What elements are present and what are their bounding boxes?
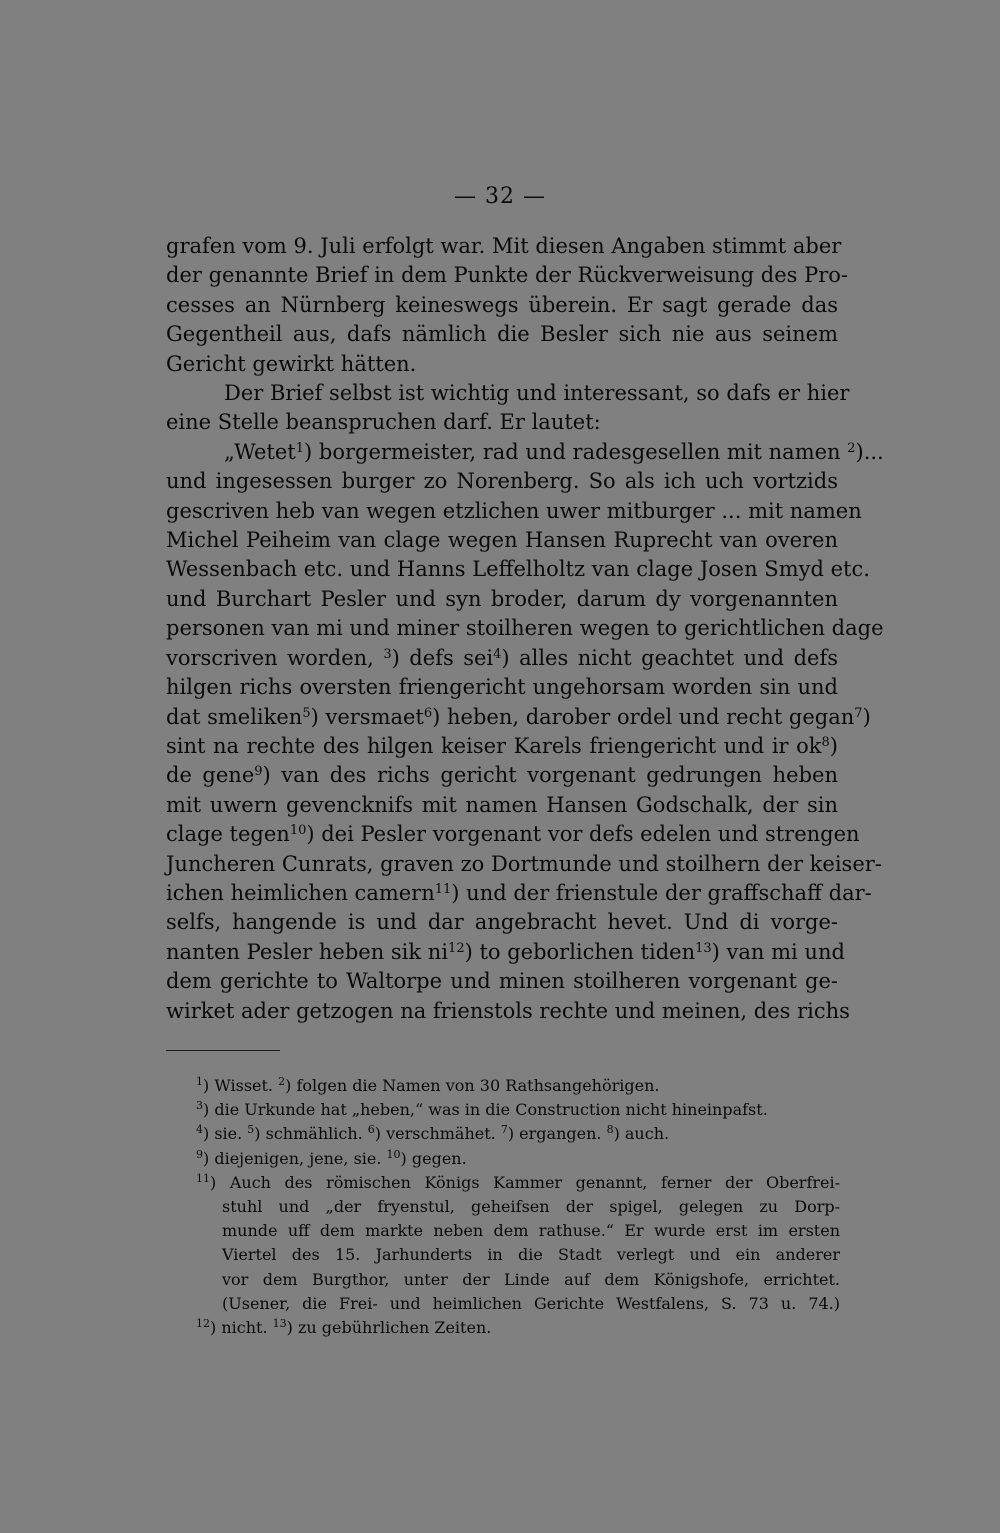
- body-line: [166, 673, 838, 702]
- footnote-text: ) verschmähet.: [374, 1124, 501, 1144]
- body-text: nanten Pesler heben sik ni: [166, 939, 449, 964]
- body-line: [166, 291, 838, 320]
- body-text: Der Brief selbst ist wichtig und interessant, so dafs er hier: [224, 381, 850, 406]
- body-text: ) und der frienstule der graffschaff dar-: [451, 880, 872, 905]
- body-line: [166, 261, 849, 290]
- body-footnote-marker: 4: [493, 646, 502, 662]
- body-line: [166, 879, 872, 908]
- body-footnote-marker: 3: [383, 646, 392, 662]
- footnote-line: [196, 1098, 840, 1122]
- body-line: [166, 555, 870, 584]
- body-line: [166, 820, 860, 849]
- body-line: [166, 644, 838, 673]
- footnote-text: ) gegen.: [400, 1148, 467, 1168]
- body-line: [166, 438, 884, 467]
- body-line: [166, 232, 842, 261]
- body-text: )...: [855, 439, 884, 464]
- body-text: vorscriven worden,: [166, 645, 384, 670]
- body-text: ) borgermeister, rad und radesgesellen mit namen: [304, 439, 848, 464]
- footnote-text: ) nicht.: [210, 1318, 273, 1338]
- body-line: [166, 938, 845, 967]
- footnote-footnote-marker: 6: [367, 1123, 375, 1137]
- body-text: ) defs sei: [391, 645, 494, 670]
- body-line: [166, 997, 850, 1026]
- page-number: — 32 —: [454, 184, 546, 209]
- body-footnote-marker: 1: [295, 440, 305, 456]
- body-line: [166, 791, 838, 820]
- footnote-text: munde uff dem markte neben dem rathuse.“ Er wurde erst im ersten: [222, 1221, 840, 1241]
- footnote-line: [196, 1292, 840, 1316]
- footnote-line: [196, 1268, 840, 1292]
- body-text: dem gerichte to Waltorpe und minen stoilheren vorgenant ge-: [166, 969, 838, 994]
- footnote-text: ) schmählich.: [254, 1124, 368, 1144]
- body-line: [166, 761, 838, 790]
- body-text: sint na rechte des hilgen keiser Karels friengericht und ir ok: [166, 733, 822, 758]
- body-footnote-marker: 12: [448, 940, 465, 956]
- footnote-footnote-marker: 12: [196, 1317, 210, 1331]
- body-footnote-marker: 8: [821, 734, 830, 750]
- body-text: ichen heimlichen camern: [166, 880, 435, 905]
- footnote-footnote-marker: 10: [386, 1147, 401, 1161]
- body-text: ) heben, darober ordel und recht gegan: [432, 704, 855, 729]
- body-text: hilgen richs oversten friengericht ungehorsam worden sin und: [166, 675, 838, 700]
- footnote-footnote-marker: 9: [196, 1147, 203, 1161]
- footnote-text: Viertel des 15. Jarhunderts in die Stadt verlegt und ein anderer: [222, 1245, 840, 1265]
- body-text: ) versmaet: [310, 704, 424, 729]
- footnote-footnote-marker: 3: [196, 1099, 203, 1113]
- footnote-text: ) folgen die Namen von 30 Rathsangehörigen.: [285, 1076, 660, 1095]
- body-text: mit uwern gevencknifs mit namen Hansen Godschalk, der sin: [166, 792, 838, 817]
- footnotes: [196, 1074, 840, 1340]
- body-line: [166, 320, 838, 349]
- body-line: [166, 350, 838, 379]
- body-text: ) dei Pesler vorgenant vor defs edelen und strengen: [306, 822, 860, 847]
- footnote-footnote-marker: 13: [272, 1317, 287, 1331]
- footnote-separator: [166, 1050, 280, 1051]
- body-line: [166, 614, 884, 643]
- footnote-line: [196, 1074, 840, 1098]
- footnote-text: vor dem Burgthor, unter der Linde auf dem Königshofe, errichtet.: [222, 1269, 840, 1289]
- body-text: cesses an Nürnberg keineswegs überein. Er sagt gerade das: [166, 292, 838, 317]
- footnote-footnote-marker: 4: [196, 1123, 203, 1137]
- footnote-text: ) ergangen.: [507, 1124, 607, 1144]
- body-text: clage tegen: [166, 822, 290, 847]
- body-text: ): [829, 733, 838, 758]
- body-line: [166, 379, 850, 408]
- footnote-line: [196, 1122, 840, 1146]
- body-line: [166, 967, 838, 996]
- body-text: gescriven heb van wegen etzlichen uwer mitburger ... mit namen: [166, 498, 862, 523]
- body-text: Wessenbach etc. und Hanns Leffelholtz van clage Josen Smyd etc.: [166, 557, 870, 582]
- body-footnote-marker: 10: [289, 823, 307, 839]
- body-text: eine Stelle beanspruchen darf. Er lautet:: [166, 410, 601, 435]
- footnote-line: [196, 1171, 840, 1195]
- body-line: [166, 526, 838, 555]
- body-text: Gericht gewirkt hätten.: [166, 351, 417, 376]
- body-text: „Wetet: [224, 439, 296, 464]
- body-text: personen van mi und miner stoilheren wegen to gerichtlichen dage: [166, 616, 884, 641]
- footnote-text: (Usener, die Frei- und heimlichen Gerichte Westfalens, S. 73 u. 74.): [222, 1293, 840, 1313]
- footnote-line: [196, 1147, 840, 1171]
- footnote-footnote-marker: 11: [196, 1171, 210, 1185]
- body-footnote-marker: 7: [854, 705, 863, 721]
- footnote-text: ) Wisset.: [203, 1076, 279, 1095]
- body-text: Gegentheil aus, dafs nämlich die Besler sich nie aus seinem: [166, 322, 838, 347]
- footnote-text: ) Auch des römischen Königs Kammer genannt, ferner der Oberfrei-: [210, 1172, 840, 1192]
- body-line: [166, 467, 838, 496]
- body-text: de gene: [166, 763, 255, 788]
- footnote-line: [196, 1219, 840, 1243]
- body-text: ): [862, 704, 871, 729]
- body-text: [166, 232, 884, 1026]
- body-line: [166, 732, 838, 761]
- body-text: dat smeliken: [166, 704, 303, 729]
- footnote-line: [196, 1243, 840, 1267]
- body-text: und Burchart Pesler und syn broder, darum dy vorgenannten: [166, 586, 838, 611]
- body-text: ) alles nicht geachtet und defs: [501, 645, 839, 670]
- body-line: [166, 585, 838, 614]
- body-text: wirket ader getzogen na frienstols rechte und meinen, des richs: [166, 998, 850, 1023]
- footnote-text: ) die Urkunde hat „heben,“ was in die Construction nicht hineinpafst.: [203, 1100, 768, 1120]
- body-footnote-marker: 11: [434, 881, 452, 897]
- footnote-footnote-marker: 1: [196, 1075, 203, 1088]
- body-text: ) to geborlichen tiden: [464, 939, 696, 964]
- body-line: [166, 850, 882, 879]
- body-footnote-marker: 13: [695, 940, 712, 956]
- body-text: der genannte Brief in dem Punkte der Rückverweisung des Pro-: [166, 263, 849, 288]
- footnote-footnote-marker: 7: [500, 1123, 508, 1137]
- footnote-text: stuhl und „der fryenstul, geheifsen der spigel, gelegen zu Dorp-: [222, 1197, 840, 1217]
- body-line: [166, 703, 871, 732]
- body-footnote-marker: 5: [302, 705, 311, 721]
- body-text: Michel Peiheim van clage wegen Hansen Ruprecht van overen: [166, 528, 838, 553]
- footnote-text: ) sie.: [203, 1124, 248, 1144]
- body-text: ) van mi und: [711, 939, 845, 964]
- body-line: [166, 908, 838, 937]
- footnote-text: ) diejenigen, jene, sie.: [203, 1148, 387, 1168]
- body-text: grafen vom 9. Juli erfolgt war. Mit diesen Angaben stimmt aber: [166, 234, 842, 258]
- footnote-footnote-marker: 2: [278, 1075, 286, 1088]
- body-text: selfs, hangende is und dar angebracht hevet. Und di vorge-: [166, 910, 838, 935]
- body-line: [166, 497, 862, 526]
- body-line: [166, 408, 838, 437]
- footnote-text: ) zu gebührlichen Zeiten.: [286, 1318, 492, 1338]
- footnote-footnote-marker: 5: [247, 1123, 255, 1137]
- footnote-text: ) auch.: [613, 1124, 670, 1144]
- body-footnote-marker: 9: [254, 764, 263, 780]
- footnote-line: [196, 1195, 840, 1219]
- body-text: und ingesessen burger zo Norenberg. So als ich uch vortzids: [166, 469, 838, 494]
- body-text: ) van des richs gericht vorgenant gedrungen heben: [262, 763, 838, 788]
- body-footnote-marker: 6: [423, 705, 433, 721]
- body-footnote-marker: 2: [847, 440, 856, 456]
- body-text: Juncheren Cunrats, graven zo Dortmunde und stoilhern der keiser-: [166, 851, 882, 876]
- footnote-footnote-marker: 8: [606, 1123, 614, 1137]
- footnote-line: [196, 1316, 840, 1340]
